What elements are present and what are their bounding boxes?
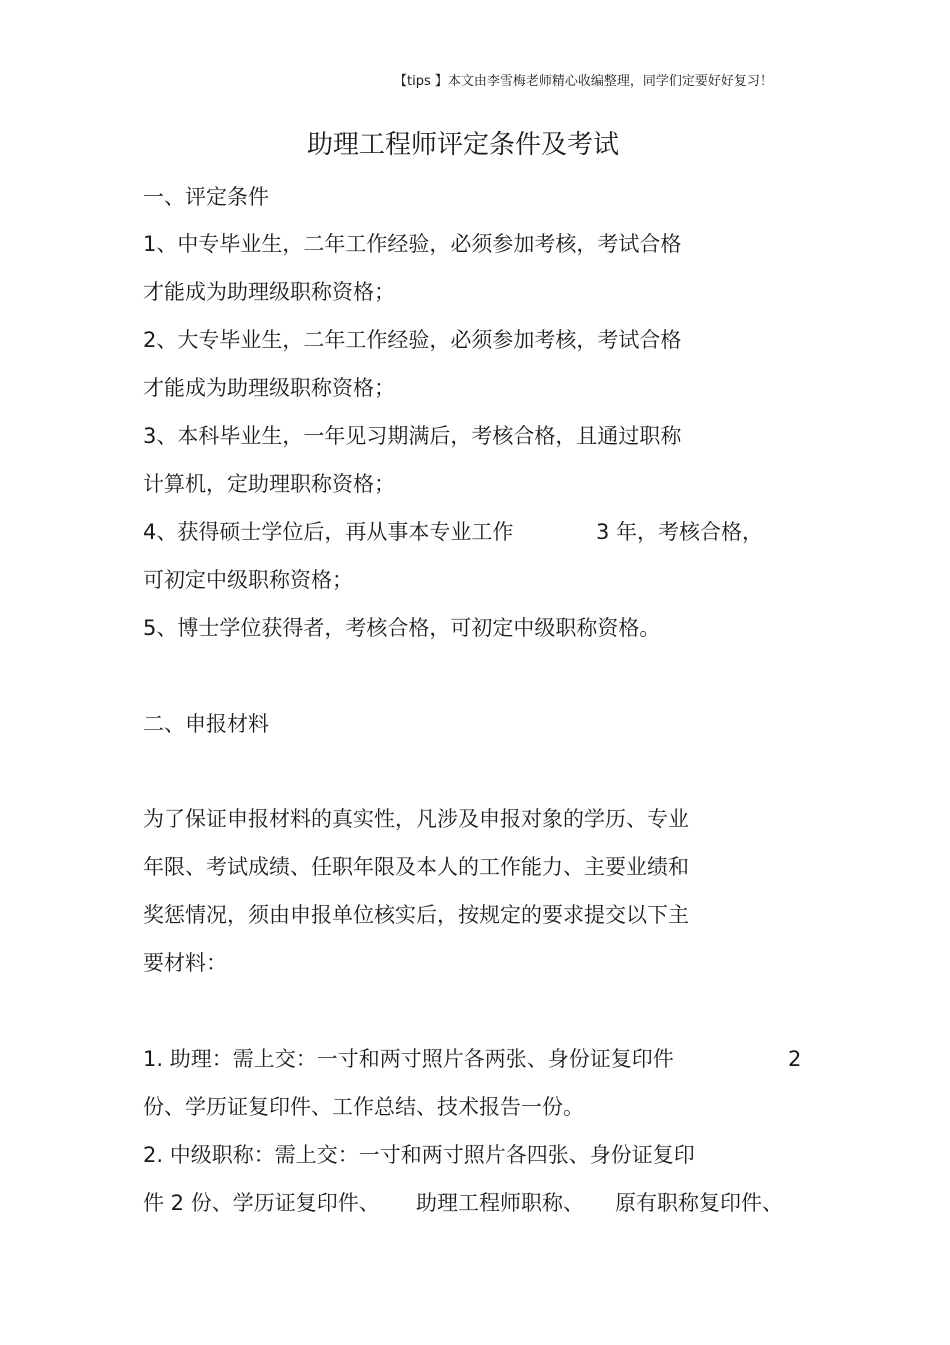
- criteria-item-3-line-2: 计算机，定助理职称资格；: [143, 472, 395, 496]
- material-item-1-line-1b: 2: [788, 1047, 802, 1071]
- criteria-item-4-line-2: 可初定中级职称资格；: [143, 568, 353, 592]
- materials-paragraph-line-2: 年限、考试成绩、任职年限及本人的工作能力、主要业绩和: [143, 855, 689, 879]
- material-item-1-line-1a: 1. 助理：需上交：一寸和两寸照片各两张、身份证复印件: [143, 1047, 674, 1071]
- criteria-item-4-line-1b: 3 年，考核合格，: [596, 520, 764, 544]
- criteria-item-4-line-1a: 4、获得硕士学位后，再从事本专业工作: [143, 520, 514, 544]
- page-title: 助理工程师评定条件及考试: [306, 130, 619, 160]
- criteria-item-1-line-1: 1、中专毕业生，二年工作经验，必须参加考核，考试合格: [143, 232, 682, 256]
- criteria-item-2-line-1: 2、大专毕业生，二年工作经验，必须参加考核，考试合格: [143, 328, 682, 352]
- tips-header: 【tips 】本文由李雪梅老师精心收编整理，同学们定要好好复习！: [394, 74, 773, 89]
- materials-paragraph-line-1: 为了保证申报材料的真实性，凡涉及申报对象的学历、专业: [143, 807, 689, 831]
- materials-paragraph-line-4: 要材料：: [143, 951, 227, 975]
- material-item-1-line-2: 份、学历证复印件、工作总结、技术报告一份。: [143, 1095, 584, 1119]
- criteria-item-1-line-2: 才能成为助理级职称资格；: [143, 280, 395, 304]
- section-heading-criteria: 一、评定条件: [143, 185, 269, 209]
- material-item-2-line-2a: 件 2 份、学历证复印件、: [143, 1191, 380, 1215]
- material-item-2-line-2b: 助理工程师职称、: [416, 1191, 584, 1215]
- materials-paragraph-line-3: 奖惩情况，须由申报单位核实后，按规定的要求提交以下主: [143, 903, 689, 927]
- criteria-item-3-line-1: 3、本科毕业生，一年见习期满后，考核合格，且通过职称: [143, 424, 682, 448]
- material-item-2-line-2c: 原有职称复印件、: [615, 1191, 783, 1215]
- criteria-item-5-line-1: 5、博士学位获得者，考核合格，可初定中级职称资格。: [143, 616, 661, 640]
- material-item-2-line-1: 2. 中级职称：需上交：一寸和两寸照片各四张、身份证复印: [143, 1143, 695, 1167]
- section-heading-materials: 二、申报材料: [143, 712, 269, 736]
- criteria-item-2-line-2: 才能成为助理级职称资格；: [143, 376, 395, 400]
